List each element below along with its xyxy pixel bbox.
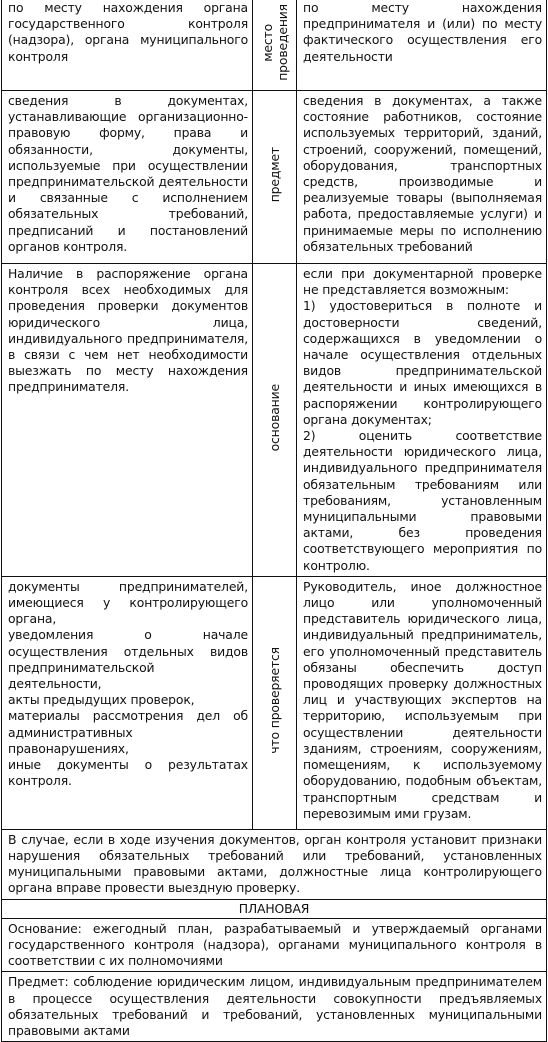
checked-onsite-cell: Руководитель, иное должностное лицо или уполномоченный представитель юридического лица, индивидуальный предприниматель, его уполномоченный представитель обязаны обеспечить доступ проводящих проверку должностных лиц и участвующих экспертов на территорию, используемым при осуществлении деятельности зданиям, строениям, сооружениям, помещениям, к используемому оборудованию, подобным объектам, транспортным средствам и перевозимым ими грузам. [297, 576, 547, 829]
place-label-cell [253, 0, 297, 91]
table-row-planned-basis [2, 918, 547, 972]
planned-basis-cell: Основание: ежегодный план, разрабатываемый и утверждаемый органами государственного контроля (надзора), органами муниципального контроля в соответствии с их полномочиями [2, 918, 547, 972]
table-row-subject [2, 91, 547, 264]
checked-item-2: уведомления о начале осуществления отдельных видов предпринимательской деятельности, [8, 627, 248, 692]
planned-header: ПЛАНОВАЯ [2, 899, 547, 918]
place-label: место проведения [259, 3, 290, 81]
subject-label: предмет [267, 147, 282, 203]
checked-item-5: иные документы о результатах контроля. [8, 757, 248, 789]
planned-subject-cell: Предмет: соблюдение юридическим лицом, индивидуальным предпринимателем в процессе осуществления деятельности совокупности предъявляемых обязательных требований и требований, установленных муниципальными правовыми актами [2, 972, 547, 1042]
basis-onsite-cell [297, 264, 547, 577]
basis-label: основание [267, 384, 282, 452]
basis-onsite-item-1: 1) удостовериться в полноте и достоверности сведений, содержащихся в уведомлении о начале осуществления отдельных видов предпринимательской деятельности и иных имеющихся в распоряжении контролирующего органа документах; [303, 298, 542, 427]
subject-documentary-cell: сведения в документах, устанавливающие организационно-правовую форму, права и обязанности, документы, используемые при осуществлении предпринимательской деятельности и связанные с исполнением обязательных требований, предписаний и постановлений органов контроля. [2, 91, 253, 264]
table-row-planned-header [2, 899, 547, 918]
table-row-place [2, 0, 547, 91]
basis-onsite-intro: если при документарной проверке не представляется возможным: [303, 266, 542, 298]
checked-item-4: материалы рассмотрения дел об административных правонарушениях, [8, 708, 248, 756]
checked-label: что проверяется [267, 647, 282, 755]
checked-label-cell [253, 576, 297, 829]
checked-item-1: документы предпринимателей, имеющиеся у контролирующего органа, [8, 578, 248, 627]
basis-label-cell [253, 264, 297, 577]
basis-onsite-item-2: 2) оценить соответствие деятельности юридического лица, индивидуального предпринимателя обязательным требованиям или требованиям, установленным муниципальными правовыми актами, без проведения соответствующего мероприятия по контролю. [303, 428, 542, 573]
subject-onsite-cell: сведения в документах, а также состояние работников, состояние используемых территорий, зданий, строений, сооружений, помещений, оборудования, транспортных средств, производимые и реализуемые товары (выполняемая работа, предоставляемые услуги) и принимаемые меры по исполнению обязательных требований [297, 91, 547, 264]
checked-item-3: акты предыдущих проверок, [8, 692, 195, 708]
inspection-comparison-table [1, 0, 547, 1042]
table-row-checked [2, 576, 547, 829]
table-row-basis [2, 264, 547, 577]
place-documentary-cell: по месту нахождения органа государственного контроля (надзора), органа муниципального контроля [2, 0, 253, 91]
table-row-planned-subject [2, 972, 547, 1042]
place-onsite-cell: по месту нахождения предпринимателя и (или) по месту фактического осуществления его деятельности [297, 0, 547, 91]
checked-documentary-cell [2, 576, 253, 829]
basis-documentary-cell: Наличие в распоряжение органа контроля всех необходимых для проведения проверки документов юридического лица, индивидуального предпринимателя, в связи с чем нет необходимости выезжать по месту нахождения предпринимателя. [2, 264, 253, 577]
table-row-note [2, 829, 547, 899]
subject-label-cell [253, 91, 297, 264]
note-cell: В случае, если в ходе изучения документов, орган контроля установит признаки нарушения обязательных требований или требований, установленных муниципальными правовыми актами, должностные лица контролирующего органа вправе провести выездную проверку. [2, 829, 547, 899]
